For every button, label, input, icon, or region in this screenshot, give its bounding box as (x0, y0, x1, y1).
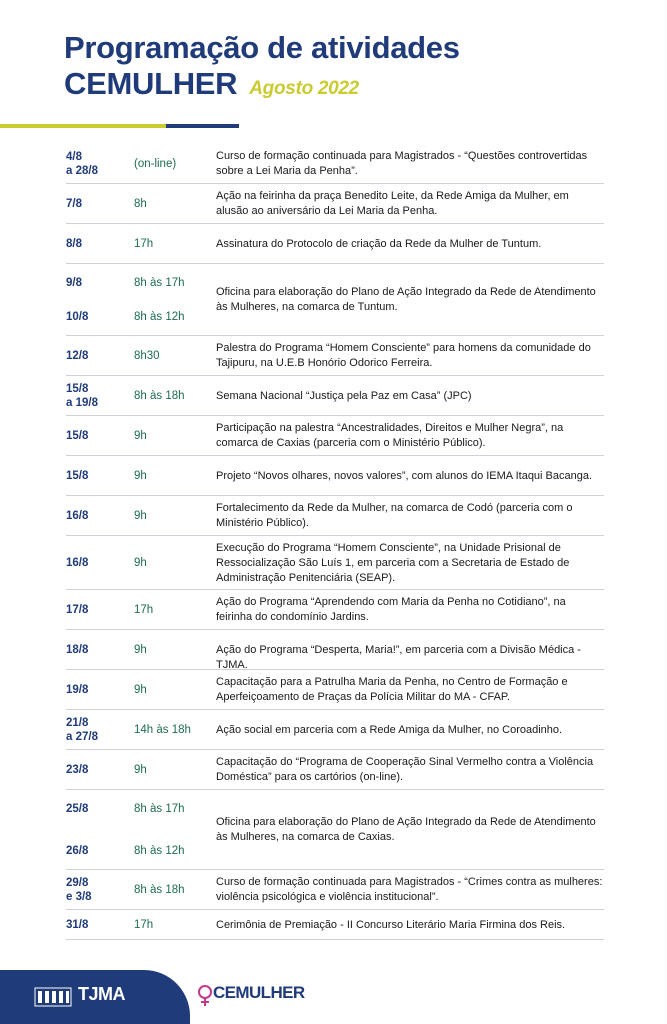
row-date-2: 26/8 (66, 845, 89, 857)
row-time: 14h às 18h (134, 724, 191, 736)
row-description: Ação na feirinha da praça Benedito Leite, da Rede Amiga da Mulher, em alusão ao aniversário da Lei Maria da Penha. (216, 190, 569, 217)
accent-rule-navy (166, 124, 239, 128)
row-time: 8h às 18h (134, 390, 185, 402)
row-date: 21/8 a 27/8 (66, 717, 98, 743)
row-date: 17/8 (66, 604, 89, 616)
row-date: 18/8 (66, 644, 89, 656)
schedule-row (66, 536, 604, 590)
row-time: 9h (134, 557, 147, 569)
month-label: Agosto 2022 (249, 78, 359, 99)
row-date: 15/8 a 19/8 (66, 383, 98, 409)
row-time-2: 8h às 12h (134, 311, 185, 323)
tjma-logo: TJMA (78, 984, 125, 1004)
row-time: 17h (134, 238, 154, 250)
row-description: Palestra do Programa “Homem Consciente” para homens da comunidade do Tajipuru, na U.E.B Honório Odorico Ferreira. (216, 342, 591, 369)
row-description: Curso de formação continuada para Magistrados - “Crimes contra as mulheres: violência psicológica e violência institucional”. (216, 876, 603, 903)
schedule-row (66, 496, 604, 536)
row-description: Curso de formação continuada para Magistrados - “Questões controvertidas sobre a Lei Maria da Penha”. (216, 150, 588, 177)
row-date: 25/8 (66, 803, 89, 815)
row-date: 19/8 (66, 684, 89, 696)
row-date-2: 10/8 (66, 311, 89, 323)
row-date: 31/8 (66, 919, 89, 931)
row-time: 8h30 (134, 350, 160, 362)
row-description: Ação social em parceria com a Rede Amiga da Mulher, no Coroadinho. (216, 724, 563, 736)
row-description: Projeto “Novos olhares, novos valores”, com alunos do IEMA Itaqui Bacanga. (216, 470, 593, 482)
row-description: Oficina para elaboração do Plano de Ação Integrado da Rede de Atendimento às Mulheres, na comarca de Caxias. (216, 816, 596, 843)
row-date: 16/8 (66, 510, 89, 522)
title-line-2: CEMULHER (64, 66, 238, 101)
row-date: 8/8 (66, 238, 82, 250)
row-time: (on-line) (134, 158, 177, 170)
row-time: 8h às 18h (134, 884, 185, 896)
row-time: 9h (134, 644, 147, 656)
row-date: 4/8 a 28/8 (66, 151, 98, 177)
schedule-row (66, 184, 604, 224)
row-time: 9h (134, 684, 147, 696)
schedule-row (66, 336, 604, 376)
schedule-row (66, 670, 604, 710)
row-time-2: 8h às 12h (134, 845, 185, 857)
row-description: Semana Nacional “Justiça pela Paz em Casa” (JPC) (216, 390, 472, 402)
schedule-row (66, 264, 604, 336)
row-time: 9h (134, 430, 147, 442)
row-date: 23/8 (66, 764, 89, 776)
schedule-row (66, 416, 604, 456)
accent-rule-yellow (0, 124, 166, 128)
title-line-2-wrap (64, 66, 460, 107)
schedule-row (66, 590, 604, 630)
row-description: Fortalecimento da Rede da Mulher, na comarca de Codó (parceria com o Ministério Público). (216, 502, 573, 529)
title-line-1: Programação de atividades (64, 30, 460, 65)
row-description: Capacitação para a Patrulha Maria da Penha, no Centro de Formação e Aperfeiçoamento de Praças da Polícia Militar do MA - CFAP. (216, 676, 568, 703)
row-description: Participação na palestra “Ancestralidades, Direitos e Mulher Negra”, na comarca de Caxias (parceria com o Ministério Público). (216, 422, 564, 449)
row-time: 8h (134, 198, 147, 210)
schedule-row (66, 630, 604, 670)
schedule-row (66, 910, 604, 940)
row-time: 8h às 17h (134, 277, 185, 289)
schedule-row (66, 144, 604, 184)
schedule-table (66, 144, 604, 940)
cemulher-logo: CEMULHER (213, 983, 305, 1002)
row-description: Cerimônia de Premiação - II Concurso Literário Maria Firmina dos Reis. (216, 919, 566, 931)
schedule-row (66, 710, 604, 750)
tjma-seal-icon (34, 986, 72, 1008)
row-date: 15/8 (66, 470, 89, 482)
row-date: 9/8 (66, 277, 82, 289)
row-date: 29/8 e 3/8 (66, 877, 92, 903)
row-description: Capacitação do “Programa de Cooperação Sinal Vermelho contra a Violência Doméstica” para os cartórios (on-line). (216, 756, 594, 783)
row-time: 8h às 17h (134, 803, 185, 815)
row-time: 9h (134, 510, 147, 522)
row-time: 9h (134, 764, 147, 776)
row-description: Ação do Programa “Desperta, Maria!”, em parceria com a Divisão Médica - TJMA. (216, 644, 581, 671)
row-time: 9h (134, 470, 147, 482)
schedule-row (66, 456, 604, 496)
row-time: 17h (134, 919, 154, 931)
row-date: 7/8 (66, 198, 82, 210)
row-time: 17h (134, 604, 154, 616)
schedule-row (66, 376, 604, 416)
schedule-row (66, 790, 604, 870)
row-description: Execução do Programa “Homem Consciente”, na Unidade Prisional de Ressocialização São Luís 1, em parceria com a Secretaria de Estado de Administração Penitenciária (SEAP). (216, 542, 570, 584)
row-date: 15/8 (66, 430, 89, 442)
schedule-row (66, 224, 604, 264)
row-description: Ação do Programa “Aprendendo com Maria da Penha no Cotidiano”, na feirinha do condomínio Jardins. (216, 596, 566, 623)
row-description: Assinatura do Protocolo de criação da Rede da Mulher de Tuntum. (216, 238, 542, 250)
row-date: 12/8 (66, 350, 89, 362)
page-title (64, 30, 460, 107)
schedule-row (66, 750, 604, 790)
row-description: Oficina para elaboração do Plano de Ação Integrado da Rede de Atendimento às Mulheres, na comarca de Tuntum. (216, 286, 596, 313)
row-date: 16/8 (66, 557, 89, 569)
schedule-row (66, 870, 604, 910)
